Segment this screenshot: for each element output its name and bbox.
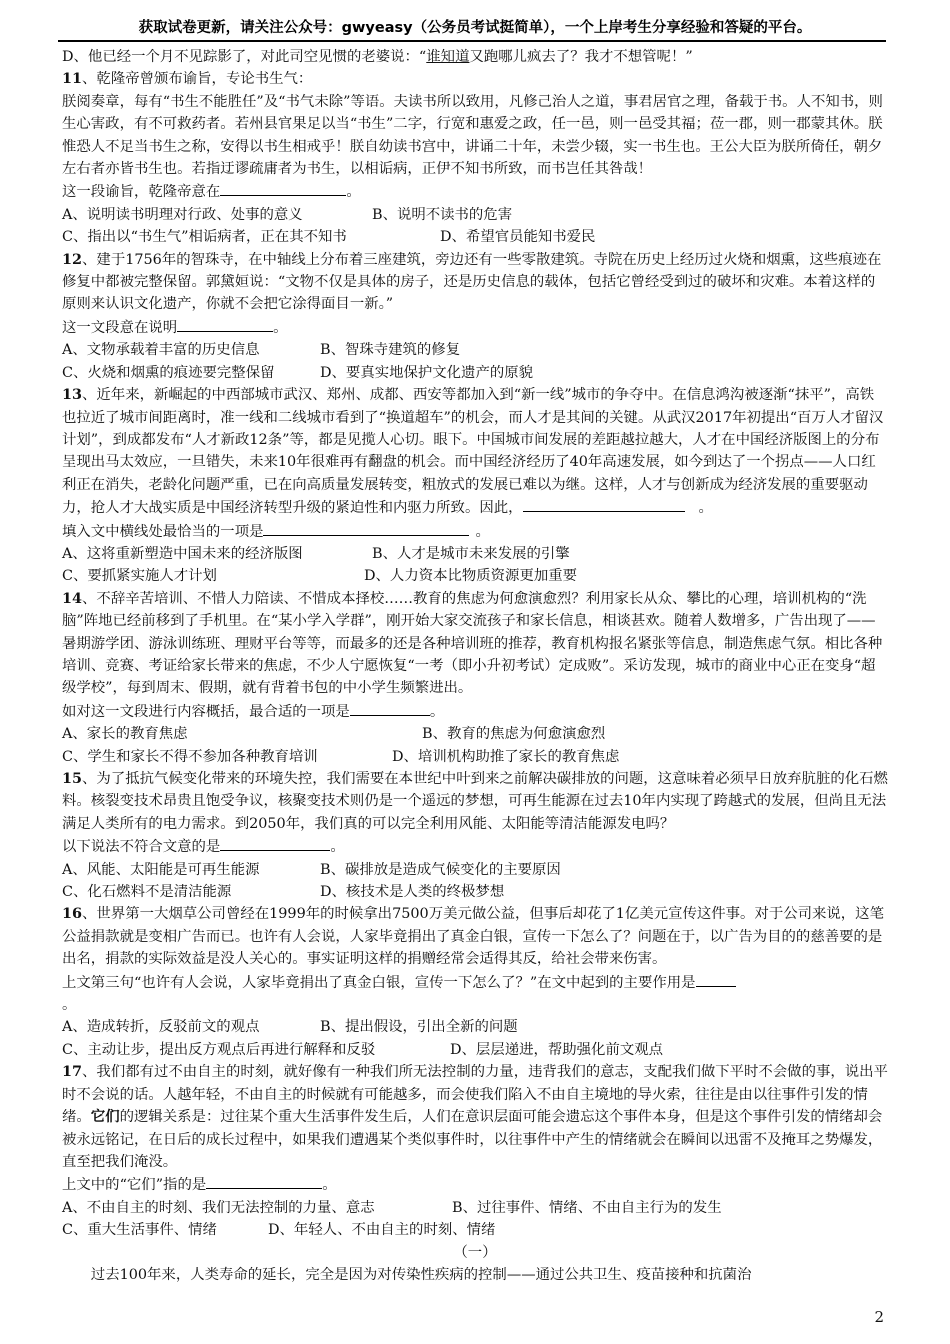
option-a: A、家长的教育焦虑 — [62, 726, 188, 743]
options-row-1 — [62, 339, 888, 361]
question-stem: 填入文中横线处最恰当的一项是 。 — [62, 520, 888, 543]
answer-blank — [220, 835, 330, 851]
document-body — [62, 46, 888, 1286]
option-c: C、主动让步，提出反方观点后再进行解释和反驳 — [62, 1041, 376, 1058]
page-header: 获取试卷更新，请关注公众号：gwyeasy（公务员考试挺简单），一个上岸考生分享经验和答疑的平台。 — [138, 20, 812, 36]
option-d: D、年轻人、不由自主的时刻、情绪 — [268, 1222, 496, 1239]
option-a: A、这将重新塑造中国未来的经济版图 — [62, 545, 303, 562]
options-row-2 — [62, 746, 888, 768]
question-17 — [62, 1061, 888, 1241]
header-divider — [58, 40, 886, 42]
question-passage: 朕阅奏章，每有“书生不能胜任”及“书气未除”等语。夫读书所以致用，凡修己治人之道，事君居官之理，备载于书。人不知书，则生心害政，有不可救药者。若州县官果足以当“书生”二字，行宽和惠爱之政，任一邑，则一邑受其福；莅一郡，则一郡蒙其休。朕惟恐人不足当书生之称，安得以书生相戒乎！朕自幼读书宫中，讲诵二十年，未尝少辍，实一书生也。王公大臣为朕所倚任，朝夕左右者亦皆书生也。若指迂谬疏庸者为书生，以相诟病，正伊不知书所致，而书岂任其咎哉！ — [62, 93, 883, 178]
question-number: 14 — [62, 589, 83, 607]
options-row-1 — [62, 859, 888, 881]
answer-blank — [696, 971, 736, 987]
options-row-2 — [62, 226, 888, 248]
question-passage: 15、为了抵抗气候变化带来的环境失控，我们需要在本世纪中叶到来之前解决碳排放的问题，这意味着必须早日放弃肮脏的化石燃料。核裂变技术昂贵且饱受争议，核聚变技术则仍是一个遥远的梦想，可再生能源在过去10年内实现了跨越式的发展，但尚且无法满足人类所有的电力需求。到2050年，我们真的可以完全利用风能、太阳能等清洁能源发电吗？ — [62, 770, 888, 832]
answer-blank — [263, 520, 469, 536]
option-b: B、智珠寺建筑的修复 — [320, 342, 461, 359]
option-a: A、风能、太阳能是可再生能源 — [62, 861, 260, 878]
options-row-2 — [62, 881, 888, 903]
option-b: B、人才是城市未来发展的引擎 — [372, 545, 570, 562]
question-stem: 上文第三句“也许有人会说，人家毕竟捐出了真金白银，宣传一下怎么了？”在文中起到的主要作用是 。 — [62, 971, 888, 1017]
option-b: B、提出假设，引出全新的问题 — [320, 1019, 518, 1036]
option-a: A、文物承载着丰富的历史信息 — [62, 342, 260, 359]
option-c: C、化石燃料不是清洁能源 — [62, 884, 232, 901]
answer-blank — [523, 496, 685, 512]
options-row-1 — [62, 723, 888, 745]
option-c: C、重大生活事件、情绪 — [62, 1222, 217, 1239]
question-11 — [62, 68, 888, 248]
answer-blank — [350, 700, 430, 716]
question-stem: 这一段谕旨，乾隆帝意在 。 — [62, 180, 888, 203]
underlined-phrase: 谁知道 — [426, 49, 470, 65]
question-passage: 17、我们都有过不由自主的时刻，就好像有一种我们所无法控制的力量，违背我们的意志，支配我们做下平时不会做的事，说出平时不会说的话。人越年轻，不由自主的时候就有可能越多，而会使我们陷入不由自主境地的导火索，往往是由以往事件引发的情绪。它们的逻辑关系是：过往某个重大生活事件发生后，人们在意识层面可能会遗忘这个事件本身，但是这个事件引发的情绪却会被永远铭记，在日后的成长过程中，如果我们遭遇某个类似事件时，以往事件中产生的情绪就会在瞬间以迅雷不及掩耳之势爆发，直至把我们淹没。 — [62, 1063, 888, 1170]
q10-option-d: D、他已经一个月不见踪影了，对此司空见惯的老婆说：“谁知道又跑哪儿疯去了？我才不想管呢！” — [62, 49, 693, 65]
question-passage: 16、世界第一大烟草公司曾经在1999年的时候拿出7500万美元做公益，但事后却花了1亿美元宣传这件事。对于公司来说，这笔公益捐款就是变相广告而已。也许有人会说，人家毕竟捐出了真金白银，宣传一下怎么了？问题在于，以广告为目的的慈善要的是出名，捐款的实际效益是没人关心的。事实证明这样的捐赠经常会适得其反，给社会带来伤害。 — [62, 905, 884, 968]
options-row-2 — [62, 1219, 888, 1241]
option-d: D、核技术是人类的终极梦想 — [320, 884, 505, 901]
options-row-1 — [62, 543, 888, 565]
options-row-1 — [62, 204, 888, 226]
question-15 — [62, 768, 888, 903]
question-stem: 如对这一文段进行内容概括，最合适的一项是 。 — [62, 700, 888, 723]
options-row-1 — [62, 1016, 888, 1038]
question-12 — [62, 249, 888, 384]
option-c: C、学生和家长不得不参加各种教育培训 — [62, 748, 318, 765]
question-13 — [62, 384, 888, 588]
option-c: C、火烧和烟熏的痕迹要完整保留 — [62, 364, 275, 381]
question-number: 16 — [62, 905, 83, 923]
option-b: B、碳排放是造成气候变化的主要原因 — [320, 861, 561, 878]
answer-blank — [220, 180, 346, 196]
option-a: A、不由自主的时刻、我们无法控制的力量、意志 — [62, 1199, 375, 1216]
options-row-2 — [62, 362, 888, 384]
option-c: C、指出以“书生气”相诟病者，正在其不知书 — [62, 229, 347, 246]
options-row-2 — [62, 1039, 888, 1061]
question-title: 、乾隆帝曾颁布谕旨，专论书生气： — [82, 71, 313, 88]
option-d: D、培训机构助推了家长的教育焦虑 — [392, 748, 620, 765]
question-number: 12 — [62, 250, 83, 268]
question-number: 15 — [62, 770, 83, 787]
question-passage: 14、不辞辛苦培训、不惜人力陪读、不惜成本择校……教育的焦虑为何愈演愈烈？利用家长从众、攀比的心理，培训机构的“洗脑”阵地已经前移到了手机里。在“某小学入学群”，刚开始大家交流孩子和家长信息，相谈甚欢。随着人数增多，广告出现了——暑期游学团、游泳训练班、理财平台等等，而最多的还是各种培训班的推荐，教育机构报名紧张等信息，制造焦虑气氛。相比各种培训、竞赛、考证给家长带来的焦虑，不少人宁愿恢复“一考（即小升初考试）定成败”。采访发现，城市的商业中心正在变身“超级学校”，每到周末、假期，就有背着书包的中小学生频繁进出。 — [62, 589, 883, 697]
section-heading: （一） — [453, 1244, 497, 1261]
question-number: 17 — [62, 1063, 83, 1081]
option-d: D、要真实地保护文化遗产的原貌 — [320, 364, 534, 381]
option-d: D、层层递进，帮助强化前文观点 — [450, 1041, 664, 1058]
option-a: A、造成转折，反驳前文的观点 — [62, 1019, 260, 1036]
option-b: B、教育的焦虑为何愈演愈烈 — [422, 726, 606, 743]
answer-blank — [177, 316, 273, 332]
question-16 — [62, 903, 888, 1061]
option-b: B、说明不读书的危害 — [372, 206, 513, 223]
option-c: C、要抓紧实施人才计划 — [62, 568, 217, 585]
options-row-2 — [62, 565, 888, 587]
options-row-1 — [62, 1197, 888, 1219]
answer-blank — [206, 1173, 322, 1189]
option-d: D、人力资本比物质资源更加重要 — [364, 568, 578, 585]
option-b: B、过往事件、情绪、不由自主行为的发生 — [452, 1199, 722, 1216]
question-stem: 上文中的“它们”指的是 。 — [62, 1173, 888, 1196]
bold-keyword: 它们 — [90, 1108, 120, 1126]
question-stem: 这一文段意在说明 。 — [62, 316, 888, 339]
option-a: A、说明读书明理对行政、处事的意义 — [62, 206, 303, 223]
question-passage: 13、近年来，新崛起的中西部城市武汉、郑州、成都、西安等都加入到“新一线”城市的争夺中。在信息鸿沟被逐渐“抹平”，高铁也拉近了城市间距离时，准一线和二线城市看到了“换道超车”的机会，而人才是其间的关键。从武汉2017年初提出“百万人才留汉计划”，到成都发布“人才新政12条”等，都是见揽人心切。眼下。中国城市间发展的差距越拉越大，人才在中国经济版图上的分布呈现出马太效应，一旦错失，未来10年很难再有翻盘的机会。而中国经济经历了40年高速发展，如今到达了一个拐点——人口红利正在消失，老龄化问题严重，已在向高质量发展转变，粗放式的发展已难以为继。这样，人才与创新成为经济发展的重要驱动力，抢人才大战实质是中国经济转型升级的紧迫性和内驱力所致。因此， 。 — [62, 386, 884, 517]
section-passage: 过去100年来，人类寿命的延长，完全是因为对传染性疾病的控制——通过公共卫生、疫苗接种和抗菌治 — [90, 1266, 752, 1283]
question-passage: 12、建于1756年的智珠寺，在中轴线上分布着三座建筑，旁边还有一些零散建筑。寺院在历史上经历过火烧和烟熏，这些痕迹在修复中都被完整保留。郭黛姮说：“文物不仅是具体的房子，还是历史信息的载体，包括它曾经受到过的破坏和灾难。本着这样的原则来认识文化遗产，你就不会把它涂得面目一新。” — [62, 250, 882, 313]
question-number: 13 — [62, 386, 83, 404]
question-stem: 以下说法不符合文意的是 。 — [62, 835, 888, 858]
question-14 — [62, 588, 888, 768]
page-number: 2 — [874, 1308, 884, 1326]
question-number: 11 — [62, 70, 83, 88]
option-d: D、希望官员能知书爱民 — [440, 229, 596, 246]
